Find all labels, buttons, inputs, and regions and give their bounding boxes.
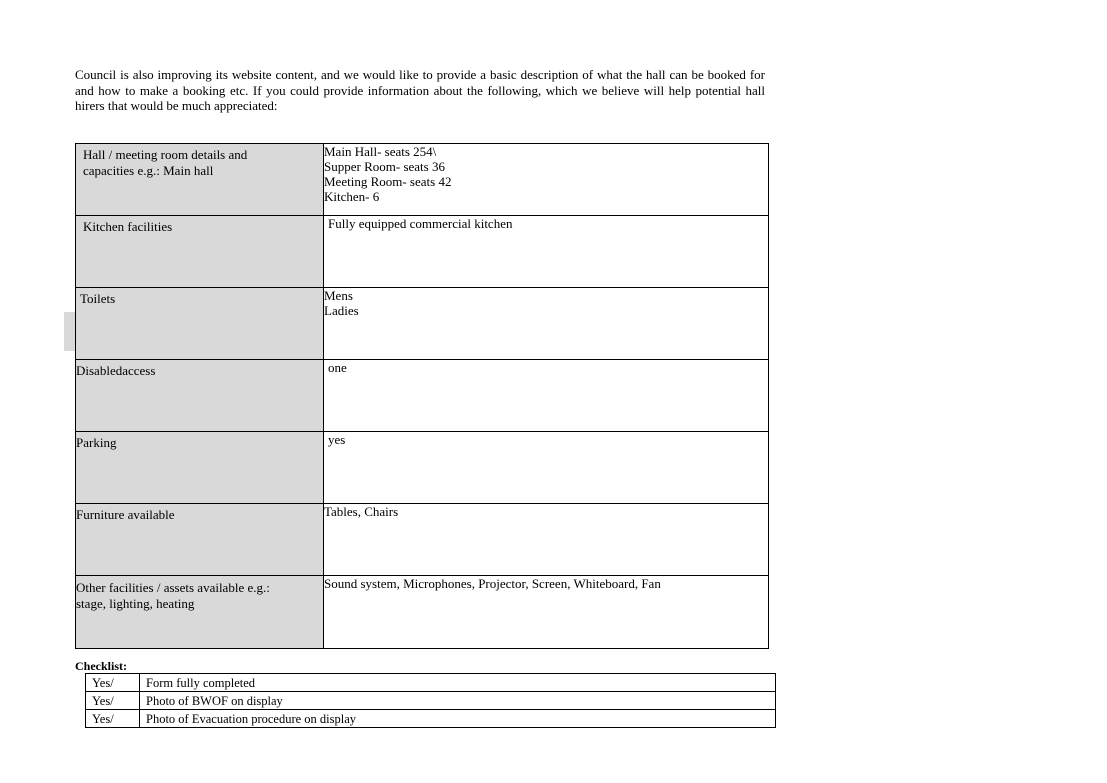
label-line: Disabledaccess (76, 363, 156, 378)
label-line: stage, lighting, heating (76, 595, 195, 611)
value-cell (324, 144, 769, 216)
checklist-title: Checklist: (75, 659, 127, 673)
label-line: Hall / meeting room details and (83, 147, 248, 162)
label-cell (76, 144, 324, 216)
facilities-row-toilets (76, 288, 769, 360)
label-cell (76, 504, 324, 576)
facilities-row-furniture (76, 504, 769, 576)
value-line: Tables, Chairs (324, 504, 399, 519)
label-line: Kitchen facilities (83, 219, 173, 234)
label-cell (76, 432, 324, 504)
value-cell (324, 432, 769, 504)
checklist-table (85, 673, 776, 728)
value-cell (324, 360, 769, 432)
label-line: Other facilities / assets available e.g.: (76, 580, 270, 595)
value-line: Mens (324, 288, 353, 303)
label-line: Toilets (80, 291, 116, 306)
facilities-row-kitchen (76, 216, 769, 288)
value-line: one (328, 360, 347, 375)
facilities-table (75, 143, 769, 649)
value-cell (324, 576, 769, 649)
intro-paragraph: Council is also improving its website content, and we would like to provide a basic description of what the hall can be booked for and how to make a booking etc. If you could provide information about the following, which we believe will help potential hall hirers that would be much appreciated: (75, 67, 765, 113)
checklist-answer: Yes/ (86, 710, 140, 728)
value-cell (324, 504, 769, 576)
checklist-item: Photo of Evacuation procedure on display (140, 710, 776, 728)
facilities-row-parking (76, 432, 769, 504)
value-cell (324, 288, 769, 360)
value-line: Ladies (324, 303, 359, 318)
label-line: Parking (76, 435, 117, 450)
facilities-row-disabled-access (76, 360, 769, 432)
value-cell (324, 216, 769, 288)
label-line: Furniture available (76, 507, 175, 522)
checklist-answer: Yes/ (86, 674, 140, 692)
checklist-answer: Yes/ (86, 692, 140, 710)
facilities-row-other (76, 576, 769, 649)
facilities-row-hall-details (76, 144, 769, 216)
value-line: Meeting Room- seats 42 (324, 174, 452, 189)
label-cell (76, 576, 324, 649)
label-cell (76, 288, 324, 360)
value-line: Supper Room- seats 36 (324, 159, 445, 174)
label-cell (76, 216, 324, 288)
label-cell (76, 360, 324, 432)
checklist-item: Photo of BWOF on display (140, 692, 776, 710)
value-line: yes (328, 432, 346, 447)
label-line: capacities e.g.: Main hall (83, 162, 214, 178)
checklist-row (86, 692, 776, 710)
checklist-row (86, 674, 776, 692)
value-line: Sound system, Microphones, Projector, Screen, Whiteboard, Fan (324, 576, 661, 591)
value-line: Kitchen- 6 (324, 189, 380, 204)
checklist-row (86, 710, 776, 728)
checklist-item: Form fully completed (140, 674, 776, 692)
value-line: Fully equipped commercial kitchen (328, 216, 513, 231)
value-line: Main Hall- seats 254\ (324, 144, 437, 159)
